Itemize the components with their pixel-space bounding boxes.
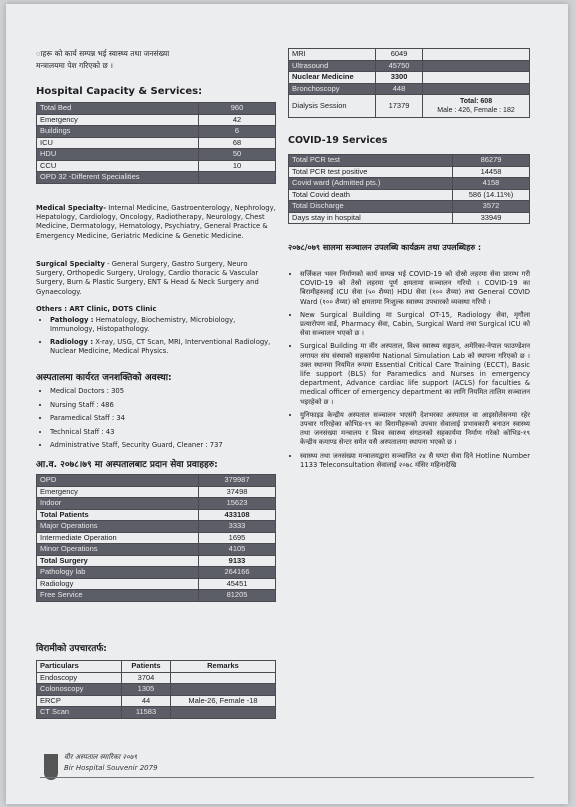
radiology-text: X-ray, USG, CT Scan, MRI, Interventional Radiology, Nuclear Medicine, Medical Physics.: [50, 337, 271, 355]
procedures-header-particulars: Particulars: [37, 661, 122, 673]
covid-label: Total Covid death: [289, 189, 453, 201]
services-value: 264166: [199, 567, 276, 579]
imaging-empty-cell: [423, 60, 530, 72]
procedures-title: विरामीको उपचारतर्फ:: [36, 644, 107, 654]
capacity-label: Buildings: [37, 126, 199, 138]
capacity-label: OPD 32 -Different Specialities: [37, 172, 199, 184]
pathology-text: Hematology, Biochemistry, Microbiology, Immunology, Histopathology.: [50, 316, 236, 334]
imaging-row: [289, 72, 530, 84]
covid-row: [289, 201, 530, 213]
covid-row: [289, 166, 530, 178]
procedures-value: 44: [122, 695, 171, 707]
footer: [64, 752, 158, 774]
footer-rule: [40, 777, 534, 778]
procedures-header-patients: Patients: [122, 661, 171, 673]
footer-english: Bir Hospital Souvenir 2079: [64, 764, 158, 772]
services-row: [37, 498, 276, 510]
footer-nepali: वीर अस्पताल स्मारिका २०७९: [64, 753, 137, 761]
dialysis-value: 17379: [376, 95, 423, 118]
capacity-label: CCU: [37, 160, 199, 172]
services-row: [37, 486, 276, 498]
procedures-label: Colonoscopy: [37, 684, 122, 696]
surgical-specialty-label: Surgical Specialty: [36, 260, 105, 268]
capacity-row: [37, 149, 276, 161]
dialysis-row: [289, 95, 530, 118]
covid-value: 33949: [453, 212, 530, 224]
imaging-label: MRI: [289, 49, 376, 61]
imaging-table-wrap: [288, 48, 530, 118]
services-row: [37, 578, 276, 590]
others-title: Others : ART Clinic, DOTS Clinic: [36, 305, 157, 313]
services-label: Indoor: [37, 498, 199, 510]
imaging-value: 6049: [376, 49, 423, 61]
services-value: 9133: [199, 555, 276, 567]
services-label: Major Operations: [37, 521, 199, 533]
medical-specialty-label: Medical Specialty-: [36, 204, 107, 212]
intro-line-2: मन्त्रालयमा पेश गरिएको छ ।: [36, 61, 113, 70]
services-value: 81205: [199, 590, 276, 602]
staff-item: • Administrative Staff, Security Guard, Cleaner : 737: [50, 439, 276, 453]
covid-value: 3572: [453, 201, 530, 213]
capacity-row: [37, 160, 276, 172]
capacity-value: 6: [199, 126, 276, 138]
services-label: Emergency: [37, 486, 199, 498]
procedures-header-remarks: Remarks: [171, 661, 276, 673]
capacity-value: 68: [199, 137, 276, 149]
capacity-label: HDU: [37, 149, 199, 161]
services-value: 37498: [199, 486, 276, 498]
capacity-row: [37, 172, 276, 184]
staff-item: • Paramedical Staff : 34: [50, 412, 276, 426]
covid-table: [288, 154, 530, 224]
surgical-specialty: [36, 260, 276, 297]
procedures-row: [37, 684, 276, 696]
procedures-row: [37, 695, 276, 707]
services-row: [37, 475, 276, 487]
services-value: 433108: [199, 509, 276, 521]
services-row: [37, 544, 276, 556]
procedures-label: ERCP: [37, 695, 122, 707]
services-row: [37, 567, 276, 579]
covid-value: 586 (14.11%): [453, 189, 530, 201]
covid-value: 86279: [453, 155, 530, 167]
services-row: [37, 521, 276, 533]
dialysis-total: Total: 608: [459, 98, 493, 105]
imaging-table: [288, 48, 530, 118]
program-item: • सर्जिकल भवन निर्माणको कार्य सम्पन्न भई COVID-19 को दोस्रो लहरमा सेवा प्रारम्भ गरी COVID-19 को तेस्रो लहरमा पूर्ण क्षमतामा सञ्चालन गरियो । COVID-19 का बिरामीहरुलाई ICU सेवा (५० शैय्या) HDU सेवा (१०० शैय्या) तथा General COVID Ward (१०० शैय्या) को क्षमतामा निःशुल्क स्वास्थ्य उपचारको व्यवस्था गरियो ।: [300, 270, 530, 307]
procedures-table-wrap: [36, 660, 276, 719]
capacity-value: 50: [199, 149, 276, 161]
capacity-value: [199, 172, 276, 184]
services-value: 1695: [199, 532, 276, 544]
imaging-label: Ultrasound: [289, 60, 376, 72]
procedures-value: 3704: [122, 672, 171, 684]
imaging-value: 448: [376, 83, 423, 95]
covid-title: COVID-19 Services: [288, 135, 388, 146]
covid-table-wrap: [288, 154, 530, 224]
services-row: [37, 532, 276, 544]
services-title: आ.व. २०७८।७९ मा अस्पतालबाट प्रदान सेवा प्रवाहहरु:: [36, 460, 218, 470]
covid-label: Days stay in hospital: [289, 212, 453, 224]
procedures-remark: [171, 672, 276, 684]
document-page: [6, 4, 568, 804]
services-value: 379987: [199, 475, 276, 487]
capacity-row: [37, 114, 276, 126]
imaging-row: [289, 60, 530, 72]
services-label: OPD: [37, 475, 199, 487]
intro-text: [36, 48, 169, 72]
services-label: Pathology lab: [37, 567, 199, 579]
program-item: • युनिफाइड केन्द्रीय अस्पताल सञ्चालन भएसंगै देशभरका अस्पताल वा आइसोलेसनमा रहेर उपचार गरिरहेका कोभिड-१९ का बिरामीहरूको उपचार सेवालाई प्रभावकारी बनाउन स्वास्थ्य तथा जनसंख्या मन्त्रालय र विश्व स्वास्थ्य संगठनको सहकार्यमा निर्माण गरेको कोभिड-१९ केन्द्रीय कमाण्ड सेन्टर समेत यसै अस्पतालमा स्थापना भएको छ ।: [300, 411, 530, 448]
services-table: [36, 474, 276, 602]
procedures-remark: [171, 707, 276, 719]
services-label: Minor Operations: [37, 544, 199, 556]
services-value: 3333: [199, 521, 276, 533]
others-section: [36, 305, 276, 356]
capacity-table: [36, 102, 276, 184]
capacity-value: 960: [199, 103, 276, 115]
covid-row: [289, 155, 530, 167]
imaging-label: Bronchoscopy: [289, 83, 376, 95]
pathology-label: Pathology :: [50, 316, 94, 325]
capacity-label: Emergency: [37, 114, 199, 126]
staff-section: [36, 385, 276, 453]
procedures-value: 1305: [122, 684, 171, 696]
covid-value: 14458: [453, 166, 530, 178]
services-label: Free Service: [37, 590, 199, 602]
services-value: 45451: [199, 578, 276, 590]
dialysis-label: Dialysis Session: [289, 95, 376, 118]
services-label: Intermediate Operation: [37, 532, 199, 544]
covid-row: [289, 212, 530, 224]
intro-line-1: ाहरू को कार्य सम्पन्न भई स्वास्थ्य तथा जनसंख्या: [36, 49, 170, 58]
capacity-value: 10: [199, 160, 276, 172]
program-item: • New Surgical Building मा Surgical OT-15, Radiology सेवा, मृगौला प्रत्यारोपण वार्ड, Pharmacy सेवा, Cabin, Surgical Ward तथा Surgical ICU को सेवा सञ्चालन भएको छ ।: [300, 311, 530, 339]
imaging-value: 3300: [376, 72, 423, 84]
medical-specialty: [36, 204, 276, 241]
imaging-row: [289, 49, 530, 61]
imaging-row: [289, 83, 530, 95]
staff-title: अस्पतालमा कार्यरत जनशक्तिको अवस्था:: [36, 373, 172, 383]
covid-value: 4158: [453, 178, 530, 190]
imaging-empty-cell: [423, 49, 530, 61]
covid-label: Covid ward (Admitted pts.): [289, 178, 453, 190]
covid-label: Total PCR test positive: [289, 166, 453, 178]
capacity-table-wrap: [36, 102, 276, 184]
procedures-remark: [171, 684, 276, 696]
imaging-empty-cell: [423, 72, 530, 84]
procedures-remark: Male-26, Female -18: [171, 695, 276, 707]
staff-item: • Nursing Staff : 486: [50, 399, 276, 413]
covid-row: [289, 178, 530, 190]
services-row: [37, 555, 276, 567]
capacity-row: [37, 137, 276, 149]
procedures-row: [37, 707, 276, 719]
procedures-label: CT Scan: [37, 707, 122, 719]
imaging-empty-cell: [423, 83, 530, 95]
capacity-row: [37, 103, 276, 115]
capacity-label: ICU: [37, 137, 199, 149]
program-section: [288, 270, 530, 470]
dialysis-split: Male : 426, Female : 182: [437, 107, 515, 114]
covid-label: Total Discharge: [289, 201, 453, 213]
staff-item: • Technical Staff : 43: [50, 426, 276, 440]
procedures-label: Endoscopy: [37, 672, 122, 684]
services-value: 4105: [199, 544, 276, 556]
others-item-radiology: [50, 338, 276, 356]
procedures-row: [37, 672, 276, 684]
surgical-specialty-text: - General Surgery, Gastro Surgery, Neuro Surgery, Orthopedic Surgery, Urology, Cardio thoracic & Vascular Surgery, Burn & Plastic Surgery, ENT & Head & Neck Surgery and Gynaecology.: [36, 260, 259, 296]
capacity-value: 42: [199, 114, 276, 126]
staff-item: • Medical Doctors : 305: [50, 385, 276, 399]
covid-row: [289, 189, 530, 201]
services-row: [37, 590, 276, 602]
program-list: [288, 270, 530, 470]
capacity-label: Total Bed: [37, 103, 199, 115]
program-item: • स्वास्थ्य तथा जनसंख्या मन्त्रालयद्वारा सञ्चालित २४ सै घण्टा सेवा दिने Hotline Number 1133 Teleconsultation सेवालाई २०७८ मंसिर महिनादेखि: [300, 452, 530, 470]
radiology-label: Radiology :: [50, 337, 94, 346]
capacity-title: Hospital Capacity & Services:: [36, 86, 203, 97]
services-value: 15623: [199, 498, 276, 510]
procedures-value: 11583: [122, 707, 171, 719]
capacity-row: [37, 126, 276, 138]
dialysis-remarks: [423, 95, 530, 118]
imaging-label: Nuclear Medicine: [289, 72, 376, 84]
procedures-table: [36, 660, 276, 719]
imaging-value: 45750: [376, 60, 423, 72]
medical-specialty-text: Internal Medicine, Gastroenterology, Nephrology, Hepatology, Cardiology, Oncology, Radiotherapy, Neurology, Chest Medicine, Dermatology, Hematology, Psychiatry, General Practice & Emergency Medicine, Geriatric Medicine & Genetic Medicine.: [36, 204, 276, 240]
services-label: Total Surgery: [37, 555, 199, 567]
covid-label: Total PCR test: [289, 155, 453, 167]
others-list: [36, 316, 276, 356]
services-label: Total Patients: [37, 509, 199, 521]
services-label: Radiology: [37, 578, 199, 590]
staff-list: [36, 385, 276, 453]
others-item-pathology: [50, 316, 276, 334]
services-row: [37, 509, 276, 521]
program-title: २०७८/०७९ सालमा सञ्चालन उपलब्धि कार्यक्रम तथा उपलब्धिहरु :: [288, 243, 482, 252]
services-table-wrap: [36, 474, 276, 602]
program-item: • Surgical Building मा वीर अस्पताल, विश्व स्वास्थ्य सङ्गठन, अमेरिका-नेपाल फाउण्डेशन लगायत संघ संस्थाको सहकार्यमा National Simulation Lab को स्थापना गरिएको छ । उक्त स्थानमा नियमित रूपमा Essential Critical Care Training (ECCT), Basic life support (BLS) for Paramedics and Nurses in emergency department, Advance cardiac life support (ACLS) for faculties & medical officer of emergency department का लागि नियमित तालिम सञ्चालन भइरहेको छ ।: [300, 342, 530, 406]
